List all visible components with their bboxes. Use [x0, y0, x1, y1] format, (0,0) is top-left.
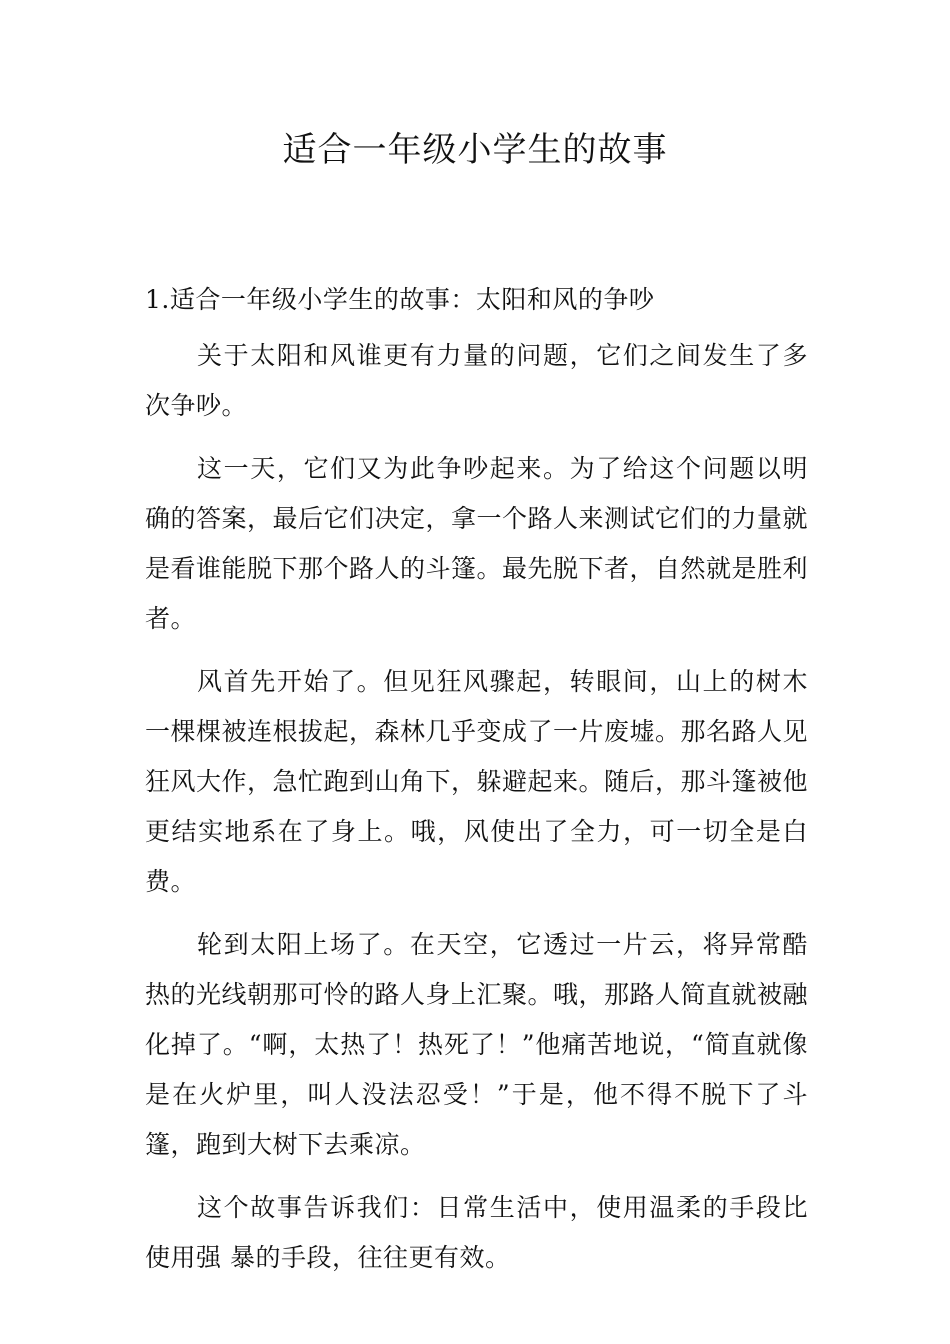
story-paragraph-5: 这个故事告诉我们：日常生活中，使用温柔的手段比使用强 暴的手段，往往更有效。 — [145, 1193, 808, 1272]
story-paragraph-3: 风首先开始了。但见狂风骤起，转眼间，山上的树木一棵棵被连根拔起，森林几乎变成了一片废墟。那名路人见狂风大作，急忙跑到山角下，躲避起来。随后，那斗篷被他更结实地系在了身上。哦，风使出了全力，可一切全是白费。 — [145, 667, 809, 896]
document-title: 适合一年级小学生的故事 — [282, 130, 668, 170]
story-paragraph-4: 轮到太阳上场了。在天空，它透过一片云，将异常酷热的光线朝那可怜的路人身上汇聚。哦，那路人简直就被融化掉了。“啊，太热了！热死了！”他痛苦地说，“简直就像是在火炉里，叫人没法忍受！”于是，他不得不脱下了斗篷，跑到大树下去乘凉。 — [145, 930, 809, 1159]
section-heading: 1.适合一年级小学生的故事：太阳和风的争吵 — [145, 285, 655, 314]
story-section — [145, 281, 808, 1283]
story-paragraph-1: 关于太阳和风谁更有力量的问题，它们之间发生了多次争吵。 — [145, 341, 808, 420]
story-paragraph-2: 这一天，它们又为此争吵起来。为了给这个问题以明确的答案，最后它们决定，拿一个路人来测试它们的力量就是看谁能脱下那个路人的斗篷。最先脱下者，自然就是胜利者。 — [145, 454, 809, 633]
